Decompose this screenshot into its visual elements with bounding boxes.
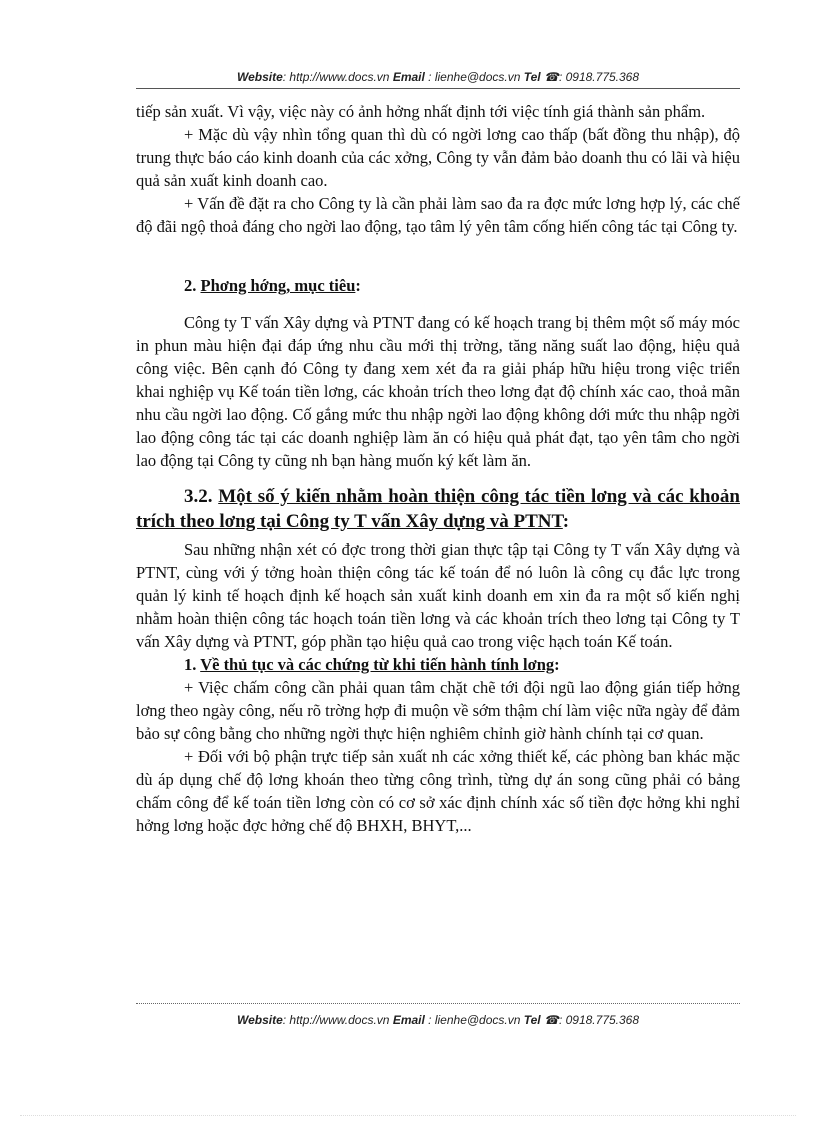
- paragraph-1: tiếp sản xuất. Vì vậy, việc này có ảnh hởng nhất định tới việc tính giá thành sản phẩm.: [136, 102, 706, 121]
- paragraph-6: + Việc chấm công cần phải quan tâm chặt chẽ tới đội ngũ lao động gián tiếp hởng lơng theo ngày công, nếu rõ trờng hợp đi muộn về sớm thậm chí làm việc nữa ngày để đảm bảo sự công bằng cho những ngời thực hiện nghiêm chỉnh giờ hành chính tại cơ quan.: [136, 678, 740, 743]
- paragraph-5: Sau những nhận xét có đợc trong thời gian thực tập tại Công ty T vấn Xây dựng và PTNT, cùng với ý tởng hoàn thiện công tác kế toán để nó luôn là công cụ đắc lực trong quản lý kinh tế hoạch định kế hoạch sản xuất kinh doanh em xin đa ra một số kiến nghị nhằm hoàn thiện công tác hoạch toán tiền lơng và các khoản trích theo lơng tại Công ty T vấn Xây dựng và PTNT, góp phần tạo hiệu quả cao trong việc hạch toán Kế toán.: [136, 540, 740, 651]
- section-number: 3.2.: [184, 486, 213, 507]
- email-value[interactable]: : lienhe@docs.vn: [428, 70, 521, 84]
- document-body: [136, 100, 740, 837]
- website-value[interactable]: : http://www.docs.vn: [282, 1013, 390, 1027]
- section-title: Phơng hớng, mục tiêu: [200, 276, 356, 295]
- subsection-title: Về thủ tục và các chứng từ khi tiến hành tính lơng: [200, 655, 555, 674]
- section-colon: :: [562, 511, 570, 532]
- tel-label: Tel: [523, 1013, 541, 1027]
- section-title: Một số ý kiến nhằm hoàn thiện công tác tiền lơng và các khoản trích theo lơng tại Công ty T vấn Xây dựng và PTNT: [136, 486, 740, 532]
- paragraph-3: + Vấn đề đặt ra cho Công ty là cần phải làm sao đa ra đợc mức lơng hợp lý, các chế độ đãi ngộ thoả đáng cho ngời lao động, tạo tâm lý yên tâm cống hiến công tác tại Công ty.: [136, 194, 740, 236]
- section-colon: :: [355, 276, 361, 295]
- tel-value: ☎: 0918.775.368: [544, 70, 640, 84]
- email-label: Email: [392, 1013, 425, 1027]
- paragraph-7: + Đối với bộ phận trực tiếp sản xuất nh các xởng thiết kế, các phòng ban khác mặc dù áp dụng chế độ lơng khoán theo từng công trình, từng dự án song cũng phải có bảng chấm công để kế toán tiền lơng còn có cơ sở xác định chính xác số tiền đợc hởng khi nghỉ hởng lơng hoặc đợc hởng chế độ BHXH, BHYT,...: [136, 747, 740, 835]
- paragraph-4: Công ty T vấn Xây dựng và PTNT đang có kế hoạch trang bị thêm một số máy móc in phun màu hiện đại đáp ứng nhu cầu mới thị trờng, tăng năng suất lao động, hiệu quả công việc. Bên cạnh đó Công ty đang xem xét đa ra giải pháp hữu hiệu trong việc triển khai nghiệp vụ Kế toán tiền lơng, các khoản trích theo lơng đạt độ chính xác cao, thoả mãn nhu cầu ngời lao động. Cố gắng mức thu nhập ngời lao động không dới mức thu nhập ngời lao động công tác tại các doanh nghiệp làm ăn có hiệu quả phát đạt, tạo yên tâm cho ngời lao động tại Công ty cũng nh bạn hàng muốn ký kết làm ăn.: [136, 313, 740, 470]
- paragraph-2: + Mặc dù vậy nhìn tổng quan thì dù có ngời lơng cao thấp (bất đồng thu nhập), độ trung thực báo cáo kinh doanh của các xởng, Công ty vẫn đảm bảo doanh thu có lãi và hiệu quả sản xuất kinh doanh cao.: [136, 125, 740, 190]
- header-divider: [136, 88, 740, 89]
- subsection-colon: :: [554, 655, 560, 674]
- footer-divider: [136, 1003, 740, 1004]
- section-heading-3-2: [136, 484, 740, 534]
- tel-label: Tel: [523, 70, 541, 84]
- page-footer: [136, 1013, 740, 1027]
- subsection-heading-1: [136, 653, 740, 676]
- email-value[interactable]: : lienhe@docs.vn: [428, 1013, 521, 1027]
- subsection-number: 1.: [184, 655, 197, 674]
- email-label: Email: [392, 70, 425, 84]
- tel-value: ☎: 0918.775.368: [544, 1013, 640, 1027]
- page-bottom-edge: [20, 1115, 796, 1116]
- section-heading-2: [136, 274, 740, 297]
- page-header: [136, 70, 740, 84]
- spacer: [136, 238, 740, 258]
- section-number: 2.: [184, 276, 197, 295]
- website-label: Website: [236, 1013, 283, 1027]
- website-value[interactable]: : http://www.docs.vn: [282, 70, 390, 84]
- website-label: Website: [236, 70, 283, 84]
